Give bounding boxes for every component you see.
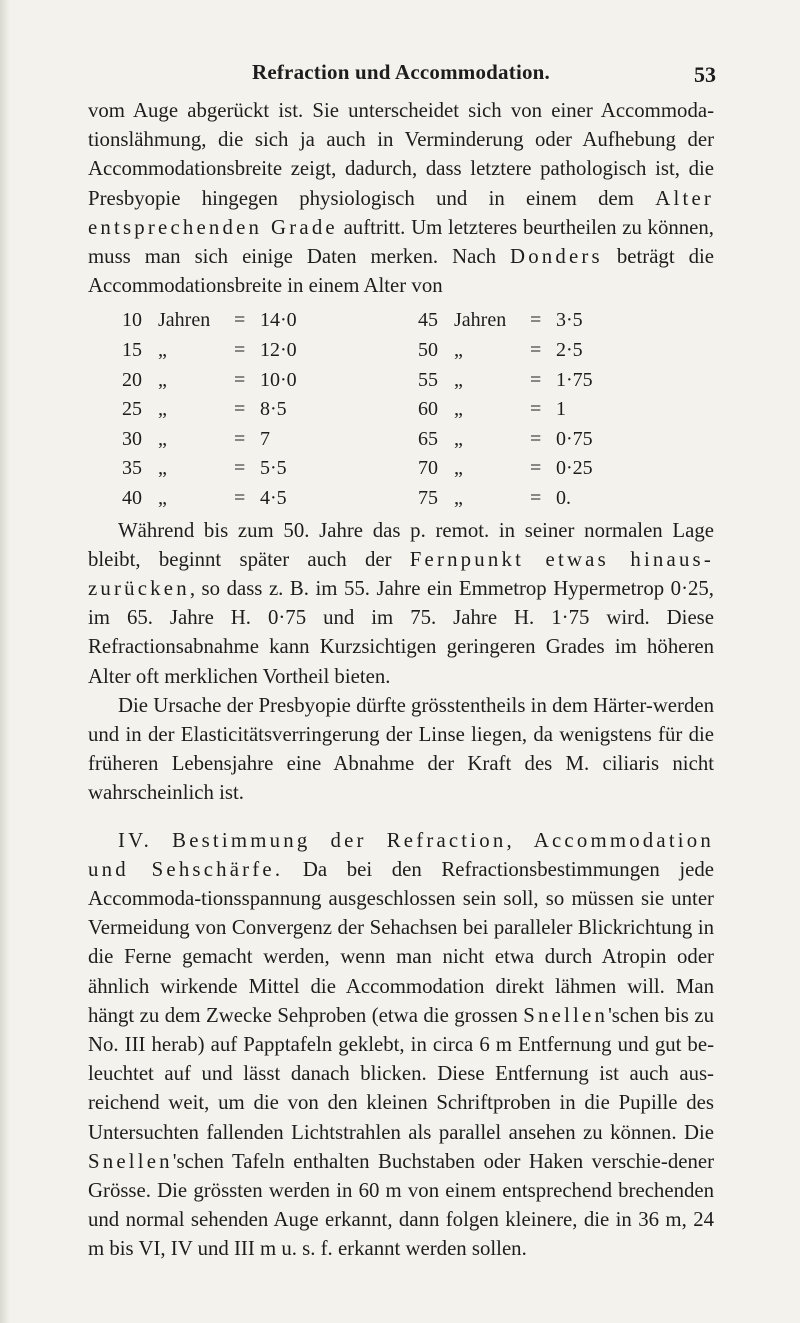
spaced-emphasis: Fernpunkt etwas hinaus-zurücken [88,547,714,600]
equals-cell: = [530,486,542,509]
table-row [418,484,714,514]
equals-cell: = [530,427,542,450]
table-row [418,425,714,455]
unit-cell: „ [454,486,463,509]
table-row [122,425,418,455]
page-number: 53 [694,62,716,87]
author-name-snellen: Snellen [523,1003,609,1027]
age-cell: 50 [418,339,438,362]
table-row [418,336,714,366]
unit-cell: „ [454,398,463,421]
age-cell: 10 [122,309,142,332]
age-cell: 75 [418,486,438,509]
table-column-right [418,306,714,513]
table-row [122,306,418,336]
unit-cell: „ [454,427,463,450]
text-run: 'schen Tafeln enthalten Buchstaben oder Haken verschie-dener Grösse. Die grössten werden in 60 m von einem entsprechend brechenden und normal sehenden Auge erkannt, dann folgen kleinere, die in 36 m, 24 m bis VI, IV und III m u. s. f. erkannt werden sollen. [88,1149,714,1261]
value-cell: 5·5 [260,457,287,480]
text-run: 'schen bis zu No. III herab) auf Papptafeln geklebt, in circa 6 m Entfernung und gut be-leuchtet auf und lässt danach blicken. Diese Entfernung ist auch aus-reichend weit, um die von den kleinen Schriftproben in die Pupille des Untersuchten fallenden Lichtstrahlen als parallel ansehen zu können. Die [88,1003,714,1144]
section-gap [88,808,714,826]
unit-cell: „ [158,427,167,450]
value-cell: 10·0 [260,368,297,391]
age-cell: 65 [418,427,438,450]
equals-cell: = [234,486,246,509]
page-edge-shadow [0,0,10,1323]
table-row [418,306,714,336]
value-cell: 1·75 [556,368,593,391]
text-run: , so dass z. B. im 55. Jahre ein Emmetrop Hypermetrop 0·25, im 65. Jahre H. 0·75 und im 75. Jahre H. 1·75 wird. Diese Refractionsabnahme kann Kurzsichtigen geringeren Grades im höheren Alter oft merklichen Vortheil bieten. [88,576,714,688]
value-cell: 12·0 [260,339,297,362]
table-row [122,336,418,366]
table-row [418,366,714,396]
value-cell: 4·5 [260,486,287,509]
unit-cell: Jahren [454,309,507,332]
equals-cell: = [234,339,246,362]
equals-cell: = [234,398,246,421]
unit-cell: „ [454,368,463,391]
age-cell: 15 [122,339,142,362]
paragraph-presbyopia-intro [88,96,714,300]
unit-cell: Jahren [158,309,211,332]
unit-cell: „ [158,486,167,509]
unit-cell: „ [454,339,463,362]
author-name-snellen: Snellen [88,1149,173,1173]
text-run: beträgt die Accommodationsbreite in einem Alter von [88,245,715,298]
table-row [122,395,418,425]
section-heading: IV. Bestimmung der Refraction, Accommodation und Sehschärfe. [88,828,714,881]
age-cell: 70 [418,457,438,480]
section-iv [88,826,714,1264]
equals-cell: = [530,398,542,421]
equals-cell: = [530,368,542,391]
equals-cell: = [234,427,246,450]
value-cell: 7 [260,427,270,450]
running-header [88,56,714,96]
age-cell: 20 [122,368,142,391]
value-cell: 2·5 [556,339,583,362]
equals-cell: = [530,339,542,362]
age-cell: 40 [122,486,142,509]
text-run: Während bis zum 50. Jahre das p. remot. in seiner normalen Lage bleibt, beginnt später auch der [88,518,714,571]
equals-cell: = [234,457,246,480]
age-cell: 25 [122,398,142,421]
accommodation-table [122,306,714,513]
author-name-donders: Donders [509,245,603,269]
unit-cell: „ [158,339,167,362]
table-row [122,454,418,484]
value-cell: 14·0 [260,309,297,332]
age-cell: 35 [122,457,142,480]
equals-cell: = [530,309,542,332]
running-title: Refraction und Accommodation. [251,60,551,84]
spaced-emphasis: Alter entsprechenden Grade [88,186,714,239]
unit-cell: „ [158,398,167,421]
paragraph-cause: Die Ursache der Presbyopie dürfte grösstentheils in dem Härter-werden und in der Elasticitätsverringerung der Linse liegen, da wenigstens für die früheren Lebensjahre eine Abnahme der Kraft des M. ciliaris nicht wahrscheinlich ist. [88,693,714,805]
table-row [418,395,714,425]
unit-cell: „ [158,368,167,391]
value-cell: 3·5 [556,309,583,332]
value-cell: 1 [556,398,566,421]
value-cell: 0. [556,486,571,509]
unit-cell: „ [454,457,463,480]
equals-cell: = [234,368,246,391]
age-cell: 45 [418,309,438,332]
table-row [122,484,418,514]
text-run: Da bei den Refractionsbestimmungen jede Accommoda-tionsspannung ausgeschlossen sein soll, so müssen sie unter Vermeidung von Convergenz der Sehachsen bei paralleler Blickrichtung in die Ferne gemacht werden, wenn man nicht etwa durch Atropin oder ähnlich wirkende Mittel die Accommodation direkt lähmen will. Man hängt zu dem Zwecke Sehproben (etwa die grossen [88,857,714,1027]
table-row [418,454,714,484]
unit-cell: „ [158,457,167,480]
age-cell: 55 [418,368,438,391]
value-cell: 0·25 [556,457,593,480]
table-column-left [122,306,418,513]
value-cell: 8·5 [260,398,287,421]
age-cell: 30 [122,427,142,450]
paragraph-fernpunkt [88,516,714,691]
table-row [122,366,418,396]
age-cell: 60 [418,398,438,421]
equals-cell: = [530,457,542,480]
text-run: vom Auge abgerückt ist. Sie unterscheidet sich von einer Accommoda-tionslähmung, die sich ja auch in Verminderung oder Aufhebung der Accommodationsbreite zeigt, dadurch, dass letztere pathologisch ist, die Presbyopie hingegen physiologisch und in einem dem [88,99,714,210]
text-run: auftritt. Um letzteres beurtheilen zu können, muss man sich einige Daten merken. Nach [88,215,714,269]
value-cell: 0·75 [556,427,593,450]
book-page [88,56,714,1264]
equals-cell: = [234,309,246,332]
